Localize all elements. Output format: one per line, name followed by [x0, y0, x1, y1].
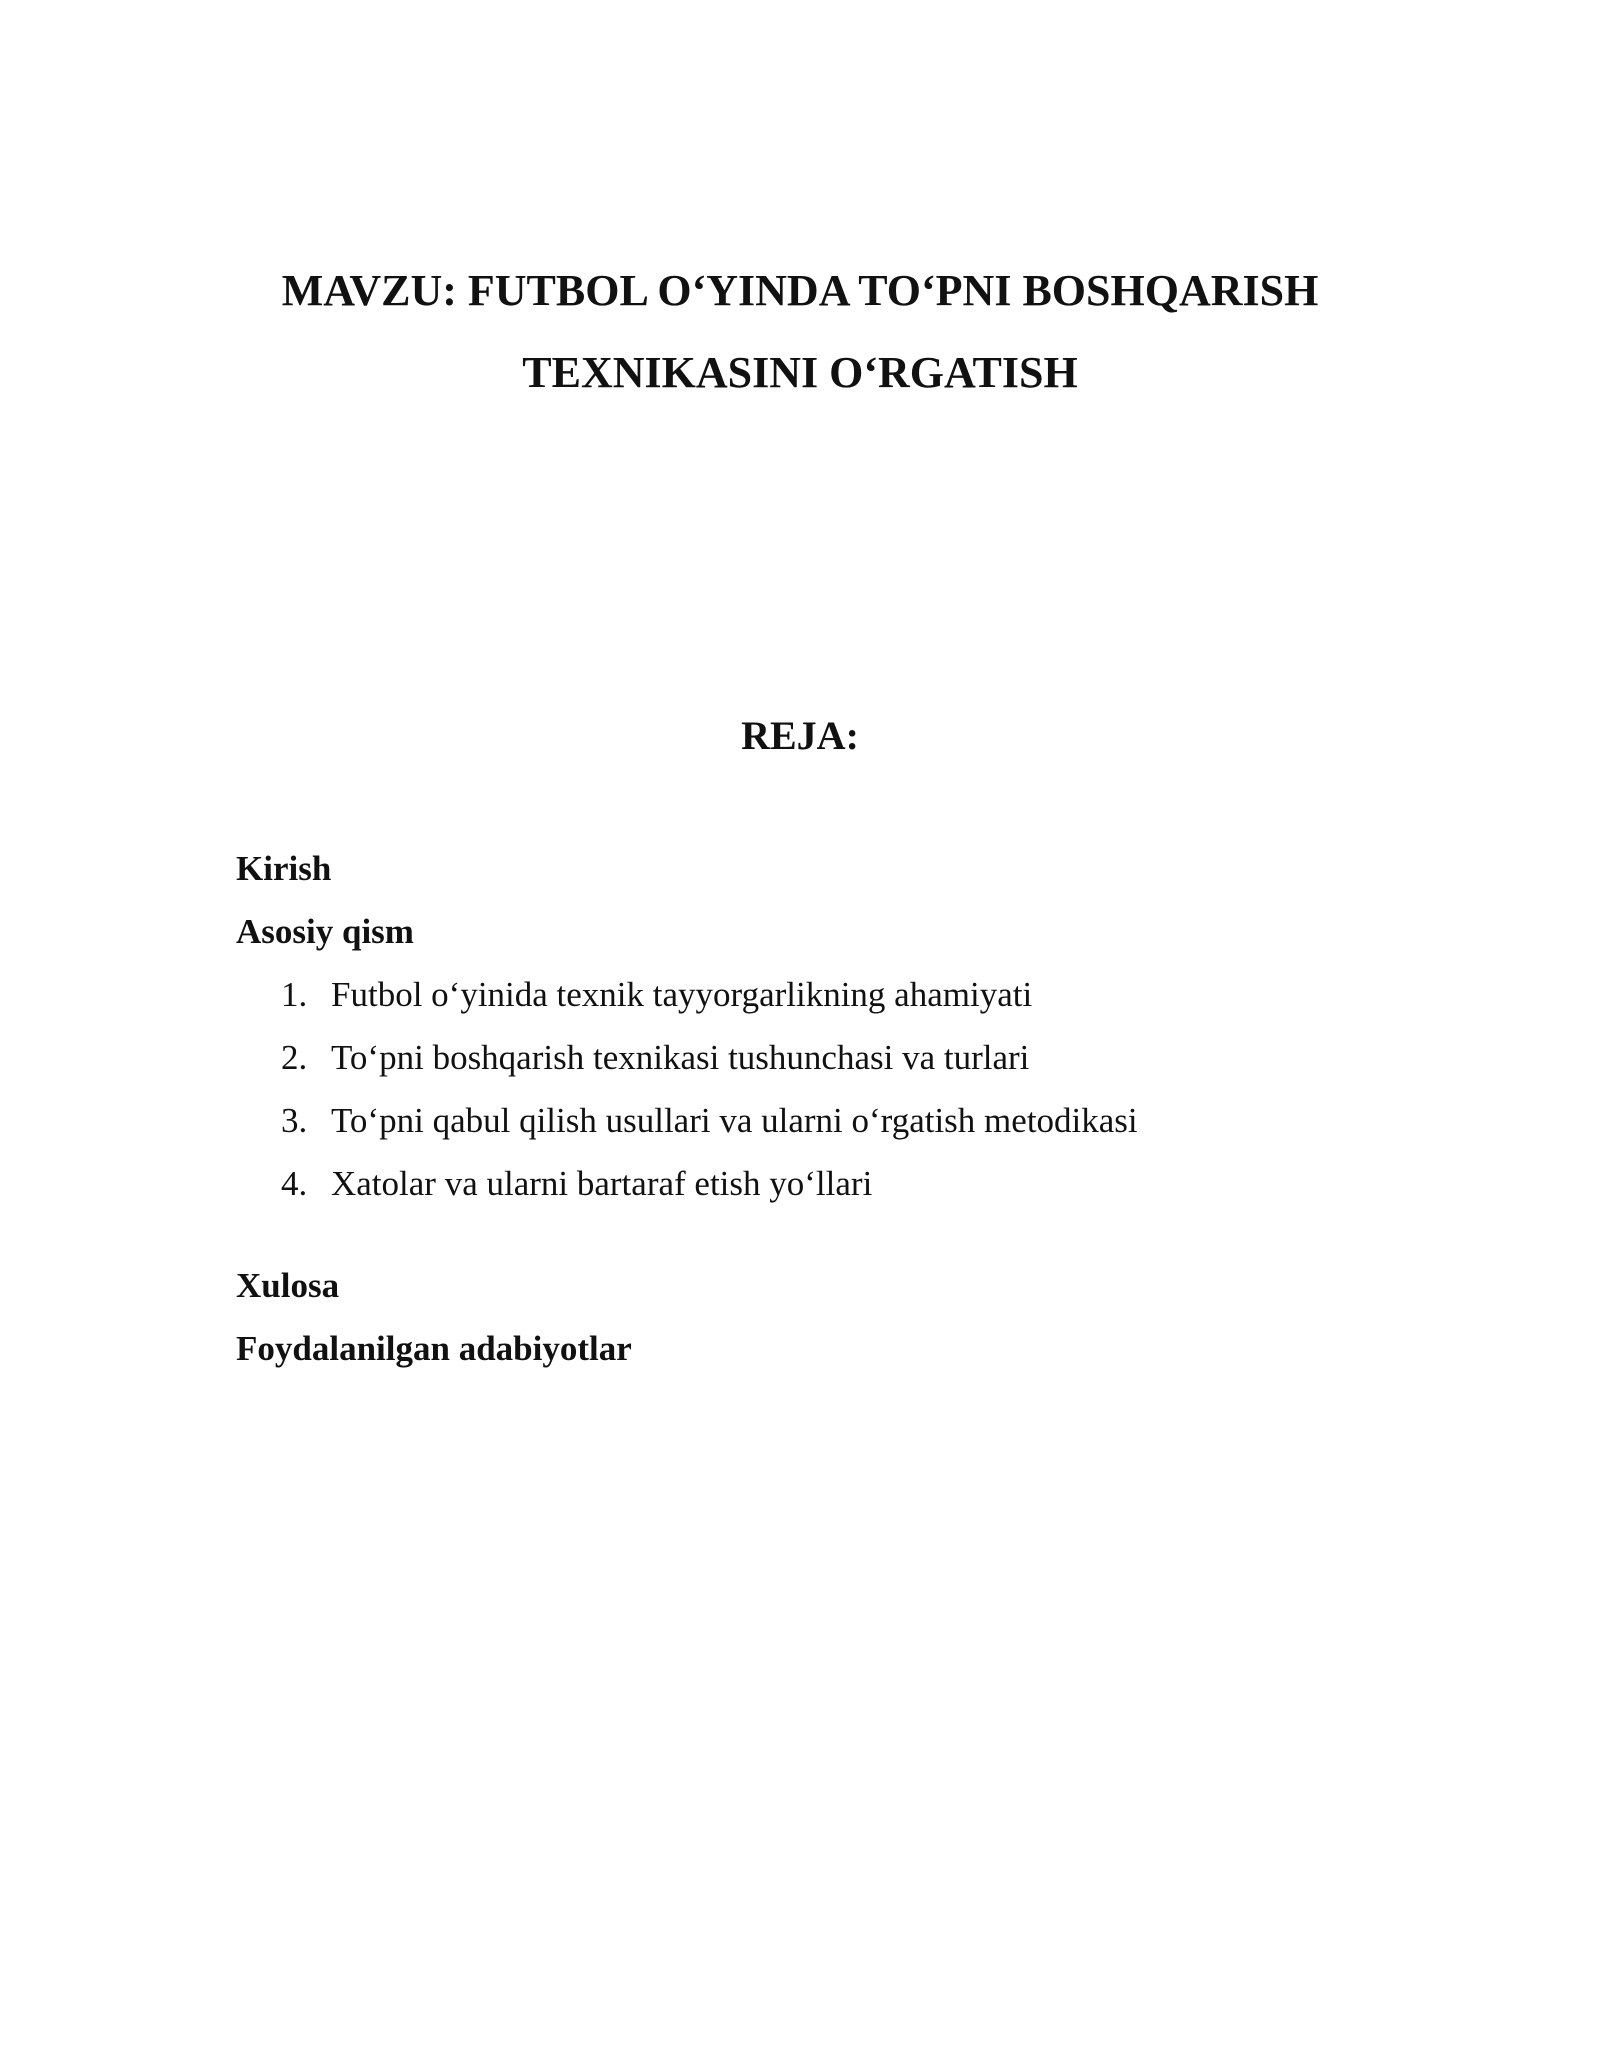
plan-list-item [236, 973, 1336, 1036]
conclusion-heading: Xulosa [236, 1266, 340, 1305]
plan-item-number: 3. [281, 1101, 308, 1140]
title-line-1: MAVZU: FUTBOL O‘YINDA TO‘PNI BOSHQARISH [281, 266, 1319, 315]
document-title [200, 250, 1400, 414]
plan-list-item [236, 1036, 1336, 1099]
title-line-2: TEXNIKASINI O‘RGATISH [522, 348, 1078, 397]
plan-item-number: 1. [281, 975, 308, 1014]
plan-list-item [236, 1162, 1336, 1225]
intro-heading: Kirish [236, 849, 332, 888]
plan-item-text: To‘pni qabul qilish usullari va ularni o‘rgatish metodikasi [331, 1101, 1138, 1140]
plan-heading: REJA: [741, 713, 859, 758]
plan-item-text: Futbol o‘yinida texnik tayyorgarlikning ahamiyati [331, 975, 1033, 1014]
main-part-heading: Asosiy qism [236, 912, 414, 951]
plan-item-number: 2. [281, 1038, 308, 1077]
plan-item-text: Xatolar va ularni bartaraf etish yo‘llari [331, 1164, 873, 1203]
references-heading: Foydalanilgan adabiyotlar [236, 1329, 632, 1368]
plan-item-text: To‘pni boshqarish texnikasi tushunchasi va turlari [331, 1038, 1030, 1077]
plan-item-number: 4. [281, 1164, 308, 1203]
plan-list-item [236, 1099, 1336, 1162]
plan-list [236, 973, 1336, 1225]
